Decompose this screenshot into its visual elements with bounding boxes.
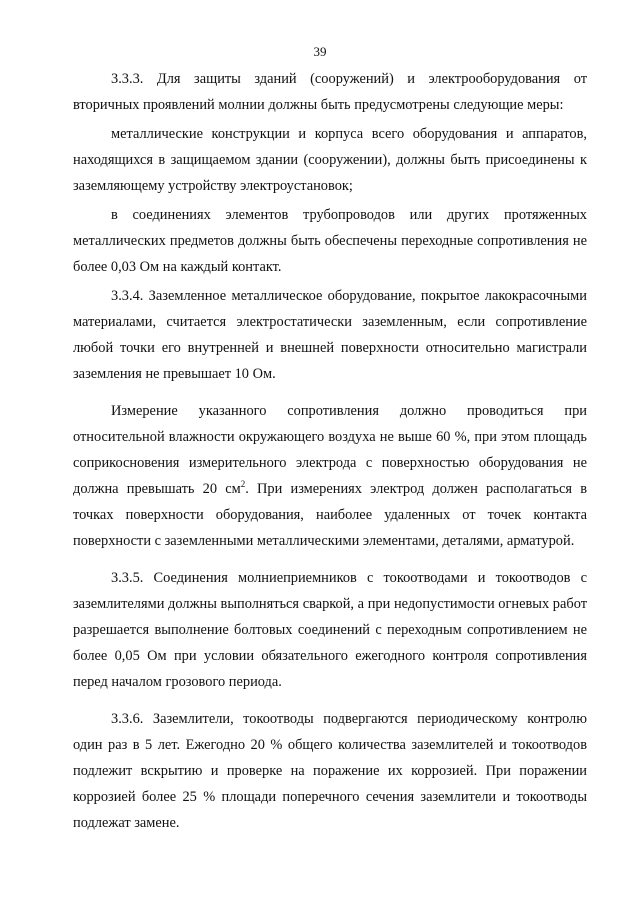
paragraph-measurement: [73, 398, 587, 554]
paragraph-3-3-5: 3.3.5. Соединения молниеприемников с токоотводами и токоотводов с заземлителями должны выполняться сваркой, а при недопустимости огневых работ разрешается выполнение болтовых соединений с переходным сопротивлением не более 0,05 Ом при условии обязательного ежегодного контроля сопротивления перед началом грозового периода.: [73, 570, 587, 690]
paragraph-3-3-3: 3.3.3. Для защиты зданий (сооружений) и электрооборудования от вторичных проявлений молнии должны быть предусмотрены следующие меры:: [73, 71, 587, 113]
measurement-superscript: 2: [240, 479, 246, 490]
page-number: 39: [313, 44, 327, 59]
paragraph-grounding-metal-structures: металлические конструкции и корпуса всего оборудования и аппаратов, находящихся в защищаемом здании (сооружении), должны быть присоединены к заземляющему устройству электроустановок;: [73, 126, 587, 194]
paragraph-3-3-6: 3.3.6. Заземлители, токоотводы подвергаются периодическому контролю один раз в 5 лет. Ежегодно 20 % общего количества заземлителей и токоотводов подлежит вскрытию и проверке на поражение их коррозией. При поражении коррозией более 25 % площади поперечного сечения заземлители и токоотводы подлежат замене.: [73, 711, 587, 831]
paragraph-pipeline-contacts: в соединениях элементов трубопроводов или других протяженных металлических предметов должны быть обеспечены переходные сопротивления не более 0,03 Ом на каждый контакт.: [73, 207, 587, 275]
measurement-text-part1: Измерение указанного сопротивления должно проводиться при относительной влажности окружающего воздуха не выше 60 %, при этом площадь соприкосновения измерительного электрода с поверхностью оборудования не должна превышать 20 см: [73, 403, 587, 497]
document-body: [73, 66, 587, 836]
paragraph-3-3-4: 3.3.4. Заземленное металлическое оборудование, покрытое лакокрасочными материалами, считается электростатически заземленным, если сопротивление любой точки его внутренней и внешней поверхности относительно магистрали заземления не превышает 10 Ом.: [73, 288, 587, 382]
measurement-text-part2: . При измерениях электрод должен располагаться в точках поверхности оборудования, наиболее удаленных от точек контакта поверхности с заземленными металлическими элементами, деталями, арматурой.: [73, 481, 587, 549]
